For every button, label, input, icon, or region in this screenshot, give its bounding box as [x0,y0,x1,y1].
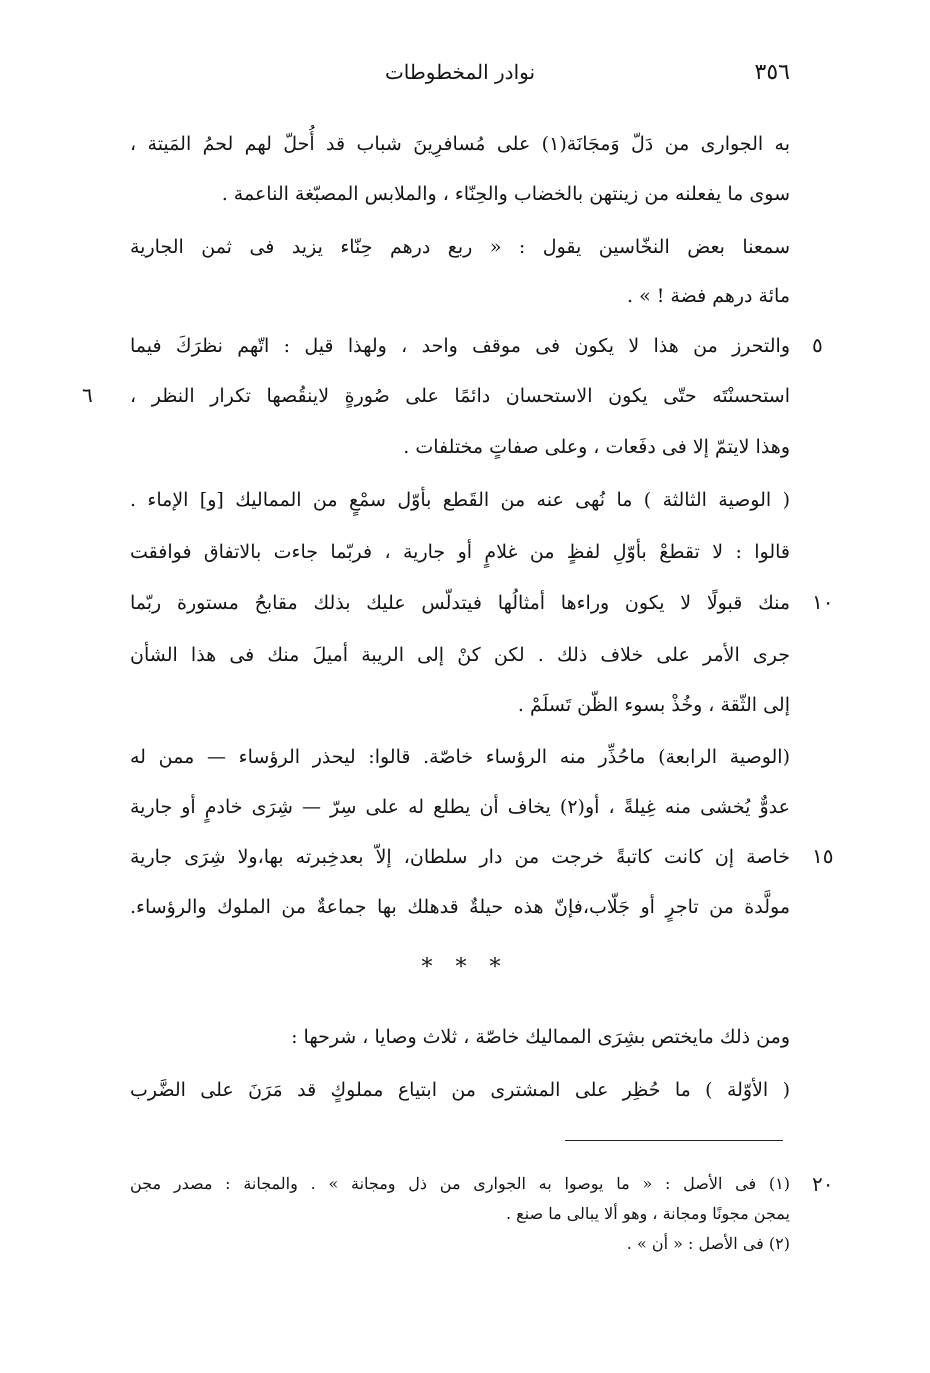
line-number: ١٠ [812,590,834,614]
page-number: ٣٥٦ [754,60,790,85]
body-line: عدوٌّ يُخشى منه غِيلةً ، أو(٢) يخاف أن يطلع له على سِرّ — شِرَى خادمٍ أو جارية [130,796,790,818]
body-line: ( الوصية الثالثة ) ما نُهى عنه من القَطع بأوّل سمْعٍ من المماليك [و] الإماء . [130,489,790,511]
body-line: ( الأوّلة ) ما حُظِر على المشترى من ابتياع مملوكٍ قد مَرَنَ على الضَّرب [130,1079,790,1101]
body-line: ومن ذلك مايختص بشِرَى المماليك خاصّة ، ثلاث وصايا ، شرحها : [291,1026,790,1048]
line-number: ٥ [812,333,823,357]
body-line: والتحرز من هذا لا يكون فى موقف واحد ، ولهذا قيل : اتّهم نظرَكَ فيما [130,335,790,357]
body-line: وهذا لايتمّ إلا فى دفَعات ، وعلى صفاتٍ مختلفات . [403,436,790,458]
page-header [130,60,790,96]
body-line: مولَّدة من تاجرٍ أو جَلّاب،فإنّ هذه حيلةٌ قدهلك بها جماعةٌ من الملوك والرؤساء. [130,896,790,918]
running-title: نوادر المخطوطات [384,60,536,84]
footnote-line: يمجن مجونًا ومجانة ، وهو ألا يبالى ما صنع . [506,1204,790,1223]
line-number: ٦ [82,383,93,407]
body-line: به الجوارى من دَلّ وَمجَانَة(١) على مُسافرِينَ شباب قد أُحلّ لهم لحمُ المَيتة ، [130,133,790,155]
body-line: جرى الأمر على خلاف ذلك . لكن كنْ إلى الريبة أميلَ منك فى هذا الشأن [130,644,790,666]
line-number: ٢٠ [812,1172,834,1196]
body-line: استحسنْتَه حتّى يكون الاستحسان دائمًا على صُورةٍ لاينقُصها تكرار النظر ، [130,385,790,407]
body-line: منك قبولًا لا يكون وراءها أمثالُها فيتدلّس عليك بذلك مقابحُ مستورة ربّما [130,592,790,614]
footnote-line: (٢) فى الأصل : « أن » . [626,1234,790,1253]
section-separator: * * * [421,955,509,980]
body-line: خاصة إن كانت كاتبةً خرجت من دار سلطان، إلاّ بعدخِبرته بها،ولا شِرَى جارية [130,846,790,868]
footnote-line: (١) فى الأصل : « ما يوصوا به الجوارى من ذل ومجانة » . والمجانة : مصدر مجن [130,1174,790,1193]
body-line: إلى الثّقة ، وخُذْ بسوء الظّن تَسلَمْ . [517,694,790,716]
body-line: مائة درهم فضة ! » . [627,285,790,307]
line-number: ١٥ [812,844,834,868]
body-line: سوى ما يفعلنه من زينتهن بالخضاب والحِنّاء ، والملابس المصبّغة الناعمة . [221,183,790,205]
body-line: (الوصية الرابعة) ماحُذِّر منه الرؤساء خاصّة. قالوا: ليحذر الرؤساء — ممن له [130,746,790,768]
footnote-divider [565,1140,783,1141]
body-line: سمعنا بعض النخّاسين يقول : « ربع درهم حِنّاء يزيد فى ثمن الجارية [130,236,790,258]
body-line: قالوا : لا تقطعْ بأوّلِ لفظٍ من غلامٍ أو جارية ، فربّما جاءت بالاتفاق فوافقت [130,541,790,563]
